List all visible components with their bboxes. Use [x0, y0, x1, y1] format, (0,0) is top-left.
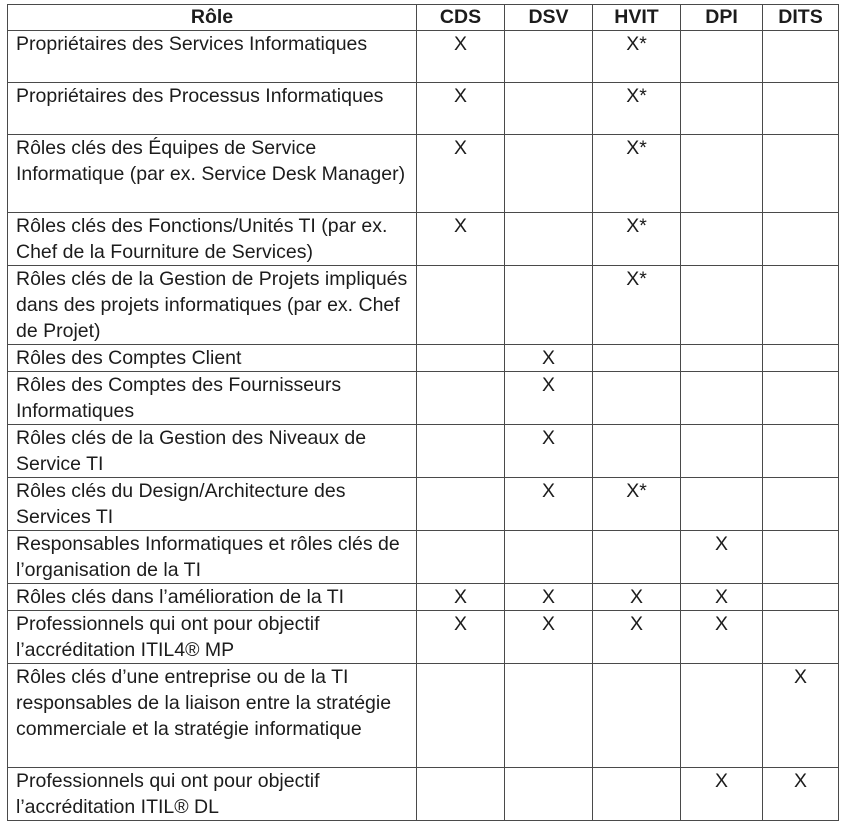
dpi-cell: X: [681, 531, 763, 584]
dpi-cell: X: [681, 584, 763, 611]
cds-cell: X: [417, 135, 505, 213]
role-cell: Rôles clés des Équipes de Service Informatique (par ex. Service Desk Manager): [8, 135, 417, 213]
table-row: [8, 266, 839, 345]
hvit-cell: X*: [593, 31, 681, 83]
dpi-cell: [681, 664, 763, 768]
hvit-cell: X*: [593, 135, 681, 213]
dpi-cell: [681, 266, 763, 345]
cds-cell: X: [417, 83, 505, 135]
dpi-cell: [681, 135, 763, 213]
role-cell: Rôles clés des Fonctions/Unités TI (par ex. Chef de la Fourniture de Services): [8, 213, 417, 266]
dsv-cell: [505, 664, 593, 768]
cds-cell: X: [417, 213, 505, 266]
dpi-cell: [681, 213, 763, 266]
role-cell: Professionnels qui ont pour objectif l’accréditation ITIL® DL: [8, 768, 417, 821]
dsv-cell: X: [505, 425, 593, 478]
role-cell: Propriétaires des Services Informatiques: [8, 31, 417, 83]
table-row: [8, 372, 839, 425]
hvit-cell: [593, 345, 681, 372]
role-cell: Rôles clés dans l’amélioration de la TI: [8, 584, 417, 611]
cds-cell: [417, 664, 505, 768]
dsv-cell: X: [505, 345, 593, 372]
dsv-cell: [505, 768, 593, 821]
dsv-cell: [505, 213, 593, 266]
table-row: [8, 425, 839, 478]
dpi-cell: X: [681, 611, 763, 664]
dits-cell: [763, 372, 839, 425]
role-cell: Responsables Informatiques et rôles clés de l’organisation de la TI: [8, 531, 417, 584]
table-row: [8, 213, 839, 266]
table-row: [8, 584, 839, 611]
hvit-cell: X*: [593, 213, 681, 266]
role-cell: Rôles des Comptes des Fournisseurs Informatiques: [8, 372, 417, 425]
role-cell: Propriétaires des Processus Informatiques: [8, 83, 417, 135]
role-matrix-table: [7, 4, 839, 821]
dits-cell: [763, 611, 839, 664]
cds-cell: [417, 425, 505, 478]
dits-cell: [763, 31, 839, 83]
header-row: [8, 5, 839, 31]
dpi-cell: [681, 345, 763, 372]
hvit-cell: [593, 425, 681, 478]
header-hvit: HVIT: [593, 5, 681, 31]
role-cell: Rôles clés d’une entreprise ou de la TI responsables de la liaison entre la stratégie commerciale et la stratégie informatique: [8, 664, 417, 768]
cds-cell: [417, 768, 505, 821]
cds-cell: [417, 372, 505, 425]
dsv-cell: X: [505, 478, 593, 531]
dsv-cell: [505, 83, 593, 135]
cds-cell: X: [417, 611, 505, 664]
dsv-cell: [505, 266, 593, 345]
table-row: [8, 768, 839, 821]
dsv-cell: X: [505, 372, 593, 425]
dsv-cell: [505, 135, 593, 213]
cds-cell: X: [417, 584, 505, 611]
hvit-cell: X: [593, 611, 681, 664]
dits-cell: [763, 584, 839, 611]
dits-cell: [763, 425, 839, 478]
table-row: [8, 31, 839, 83]
header-cds: CDS: [417, 5, 505, 31]
hvit-cell: X: [593, 584, 681, 611]
hvit-cell: [593, 531, 681, 584]
table-row: [8, 345, 839, 372]
role-cell: Professionnels qui ont pour objectif l’accréditation ITIL4® MP: [8, 611, 417, 664]
dits-cell: [763, 478, 839, 531]
dpi-cell: X: [681, 768, 763, 821]
table-row: [8, 531, 839, 584]
cds-cell: [417, 266, 505, 345]
role-cell: Rôles clés de la Gestion de Projets impliqués dans des projets informatiques (par ex. Chef de Projet): [8, 266, 417, 345]
hvit-cell: X*: [593, 266, 681, 345]
dits-cell: [763, 266, 839, 345]
hvit-cell: [593, 664, 681, 768]
dits-cell: [763, 345, 839, 372]
dits-cell: [763, 135, 839, 213]
dits-cell: [763, 531, 839, 584]
table-row: [8, 135, 839, 213]
cds-cell: X: [417, 31, 505, 83]
hvit-cell: [593, 768, 681, 821]
dpi-cell: [681, 425, 763, 478]
dpi-cell: [681, 478, 763, 531]
dits-cell: X: [763, 664, 839, 768]
header-dsv: DSV: [505, 5, 593, 31]
dsv-cell: [505, 31, 593, 83]
dsv-cell: X: [505, 584, 593, 611]
role-cell: Rôles des Comptes Client: [8, 345, 417, 372]
dsv-cell: X: [505, 611, 593, 664]
header-role: Rôle: [8, 5, 417, 31]
cds-cell: [417, 345, 505, 372]
dsv-cell: [505, 531, 593, 584]
hvit-cell: X*: [593, 478, 681, 531]
dpi-cell: [681, 83, 763, 135]
dpi-cell: [681, 31, 763, 83]
header-dits: DITS: [763, 5, 839, 31]
dits-cell: [763, 213, 839, 266]
role-cell: Rôles clés du Design/Architecture des Services TI: [8, 478, 417, 531]
dits-cell: [763, 83, 839, 135]
table-row: [8, 611, 839, 664]
cds-cell: [417, 478, 505, 531]
hvit-cell: X*: [593, 83, 681, 135]
table-row: [8, 664, 839, 768]
hvit-cell: [593, 372, 681, 425]
header-dpi: DPI: [681, 5, 763, 31]
role-cell: Rôles clés de la Gestion des Niveaux de Service TI: [8, 425, 417, 478]
table-row: [8, 83, 839, 135]
cds-cell: [417, 531, 505, 584]
dits-cell: X: [763, 768, 839, 821]
dpi-cell: [681, 372, 763, 425]
table-row: [8, 478, 839, 531]
